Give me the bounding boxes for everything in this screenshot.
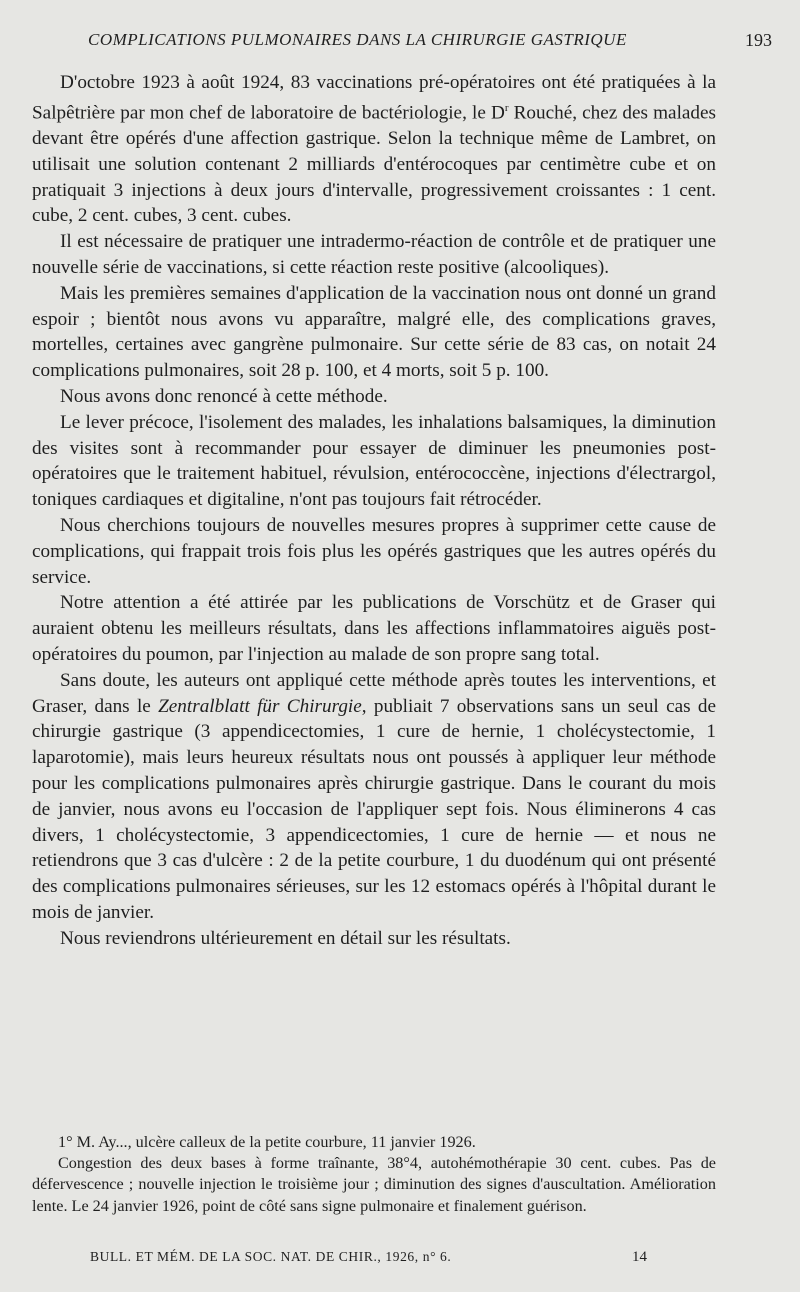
case-note-heading: 1° M. Ay..., ulcère calleux de la petite courbure, 11 janvier 1926.	[58, 1133, 476, 1151]
paragraph-1: D'octobre 1923 à août 1924, 83 vaccinations pré-opératoires ont été pratiquées à la Salpêtrière par mon chef de laboratoire de bactériologie, le $D^r$ Rouché, chez des malades devant être opérés d'une affection gastrique. Selon la technique même de Lambret, on utilisait une solution contenant 2 milliards d'entérocoques par centimètre cube et on pratiquait 3 injections à deux jours d'intervalle, progressivement croissantes : 1 cent. cube, 2 cent. cubes, 3 cent. cubes.	[32, 72, 716, 227]
paragraph-7: Notre attention a été attirée par les publications de Vorschütz et de Graser qui auraient obtenu les meilleurs résultats, dans les affections inflammatoires aiguës post-opératoires du poumon, par l'injection au malade de son propre sang total.	[32, 592, 716, 665]
journal-title: Zentralblatt für Chirurgie	[158, 695, 362, 717]
running-title: COMPLICATIONS PULMONAIRES DANS LA CHIRURGIE GASTRIQUE	[88, 30, 627, 49]
paragraph-8: Sans doute, les auteurs ont appliqué cette méthode après toutes les interventions, et Graser, dans le Zentralblatt für Chirurgie, publiait 7 observations sans un seul cas de chirurgie gastrique (3 appendicectomies, 1 cure de hernie, 1 cholécystectomie, 1 laparotomie), mais leurs heureux résultats nous ont poussés à appliquer leur méthode pour les complications pulmonaires après chirurgie gastrique. Dans le courant du mois de janvier, nous avons eu l'occasion de l'appliquer sept fois. Nous éliminerons 4 cas divers, 1 cholécystectomie, 3 appendicectomies, 1 cure de hernie — et nous ne retiendrons que 3 cas d'ulcère : 2 de la petite courbure, 1 du duodénum qui ont présenté des complications pulmonaires sérieuses, sur les 12 estomacs opérés à l'hôpital durant le mois de janvier.	[32, 669, 716, 923]
paragraph-9: Nous reviendrons ultérieurement en détail sur les résultats.	[60, 927, 511, 949]
paragraph-5: Le lever précoce, l'isolement des malades, les inhalations balsamiques, la diminution des visites sont à recommander pour essayer de diminuer les pneumonies post-opératoires que le traitement habituel, révulsion, entérococcène, injections d'électrargol, toniques cardiaques et digitaline, n'ont pas toujours fait rétrocéder.	[32, 411, 716, 511]
paragraph-6: Nous cherchions toujours de nouvelles mesures propres à supprimer cette cause de complications, qui frappait trois fois plus les opérés gastriques que les autres opérés du service.	[32, 514, 716, 588]
body-text	[32, 70, 716, 951]
case-notes	[32, 1132, 716, 1217]
page-number: 193	[745, 30, 772, 50]
signature-mark: 14	[632, 1249, 647, 1265]
paragraph-2: Il est nécessaire de pratiquer une intradermo-réaction de contrôle et de pratiquer une nouvelle série de vaccinations, si cette réaction reste positive (alcooliques).	[32, 231, 716, 278]
case-note-body: Congestion des deux bases à forme traînante, 38°4, autohémothérapie 30 cent. cubes. Pas de défervescence ; nouvelle injection le troisième jour ; diminution des signes d'auscultation. Amélioration lente. Le 24 janvier 1926, point de côté sans signe pulmonaire et finalement guérison.	[32, 1154, 716, 1215]
footer-citation: BULL. ET MÉM. DE LA SOC. NAT. DE CHIR., 1926, n° 6.	[90, 1249, 452, 1264]
paragraph-3: Mais les premières semaines d'application de la vaccination nous ont donné un grand espoir ; bientôt nous avons vu apparaître, malgré elle, des complications graves, mortelles, certaines avec gangrène pulmonaire. Sur cette série de 83 cas, on notait 24 complications pulmonaires, soit 28 p. 100, et 4 morts, soit 5 p. 100.	[32, 282, 716, 382]
paragraph-4: Nous avons donc renoncé à cette méthode.	[60, 385, 388, 407]
